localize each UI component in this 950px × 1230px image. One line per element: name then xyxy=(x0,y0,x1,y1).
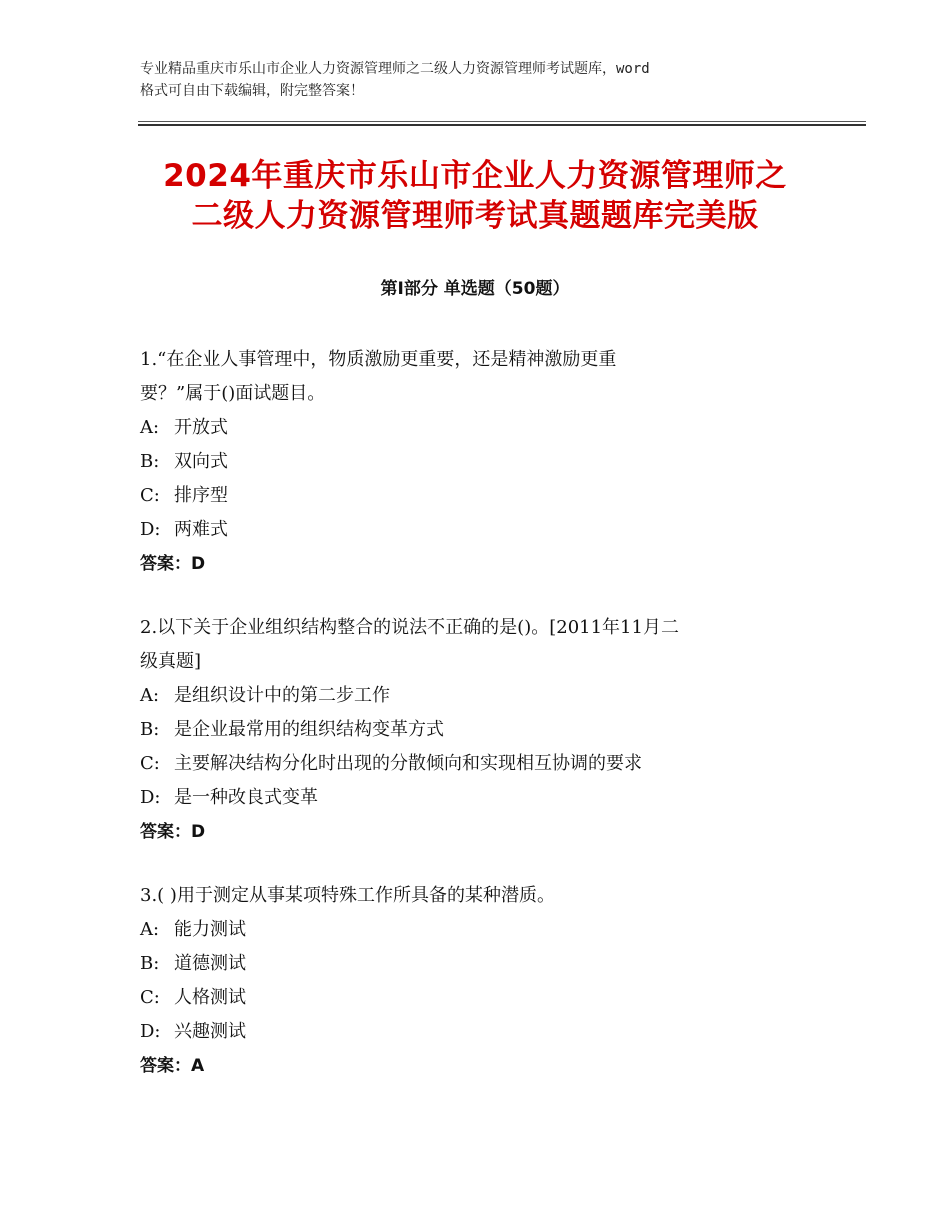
option-text: 开放式 xyxy=(174,417,228,438)
option-b xyxy=(140,445,820,479)
question-1 xyxy=(140,343,820,581)
question-3 xyxy=(140,879,820,1083)
option-text: 人格测试 xyxy=(174,987,246,1008)
option-a xyxy=(140,679,820,713)
answer: 答案：D xyxy=(140,822,206,842)
question-text-line: 3.( )用于测定从事某项特殊工作所具备的某种潜质。 xyxy=(140,885,555,906)
option-a xyxy=(140,411,820,445)
document-title-line-1: 2024年重庆市乐山市企业人力资源管理师之 xyxy=(163,158,787,194)
option-letter: C: xyxy=(140,485,160,506)
question-text-line: 要？”属于()面试题目。 xyxy=(140,383,326,404)
header-divider-thin xyxy=(138,121,866,122)
header-divider-thick xyxy=(138,124,866,126)
option-text: 是企业最常用的组织结构变革方式 xyxy=(174,719,444,740)
option-letter: A: xyxy=(140,919,160,940)
option-text: 排序型 xyxy=(174,485,228,506)
option-c xyxy=(140,981,820,1015)
section-title: 第Ⅰ部分 单选题（50题） xyxy=(380,279,570,299)
option-letter: A: xyxy=(140,685,160,706)
option-text: 兴趣测试 xyxy=(174,1021,246,1042)
option-text: 主要解决结构分化时出现的分散倾向和实现相互协调的要求 xyxy=(174,753,642,774)
header-note-line-2: 格式可自由下载编辑，附完整答案！ xyxy=(140,83,364,99)
header-note xyxy=(140,58,820,102)
option-letter: C: xyxy=(140,987,160,1008)
option-a xyxy=(140,913,820,947)
question-2 xyxy=(140,611,820,849)
option-letter: D: xyxy=(140,1021,161,1042)
question-text-line: 2.以下关于企业组织结构整合的说法不正确的是()。[2011年11月二 xyxy=(140,617,679,638)
answer: 答案：A xyxy=(140,1056,205,1076)
option-text: 是一种改良式变革 xyxy=(174,787,318,808)
document-title-line-2: 二级人力资源管理师考试真题题库完美版 xyxy=(191,198,759,234)
question-text-line: 1.“在企业人事管理中，物质激励更重要，还是精神激励更重 xyxy=(140,349,617,370)
option-letter: D: xyxy=(140,519,161,540)
option-c xyxy=(140,479,820,513)
option-letter: B: xyxy=(140,719,160,740)
answer: 答案：D xyxy=(140,554,206,574)
option-text: 两难式 xyxy=(174,519,228,540)
option-d xyxy=(140,1015,820,1049)
option-b xyxy=(140,947,820,981)
option-c xyxy=(140,747,820,781)
option-letter: D: xyxy=(140,787,161,808)
option-text: 双向式 xyxy=(174,451,228,472)
option-text: 是组织设计中的第二步工作 xyxy=(174,685,390,706)
option-letter: B: xyxy=(140,953,160,974)
option-letter: A: xyxy=(140,417,160,438)
option-d xyxy=(140,781,820,815)
option-text: 能力测试 xyxy=(174,919,246,940)
option-b xyxy=(140,713,820,747)
option-text: 道德测试 xyxy=(174,953,246,974)
header-note-line-1: 专业精品重庆市乐山市企业人力资源管理师之二级人力资源管理师考试题库，word xyxy=(140,61,650,77)
question-list xyxy=(140,343,820,1113)
option-d xyxy=(140,513,820,547)
option-letter: B: xyxy=(140,451,160,472)
question-text-line: 级真题] xyxy=(140,651,202,672)
option-letter: C: xyxy=(140,753,160,774)
document-title xyxy=(80,156,870,236)
